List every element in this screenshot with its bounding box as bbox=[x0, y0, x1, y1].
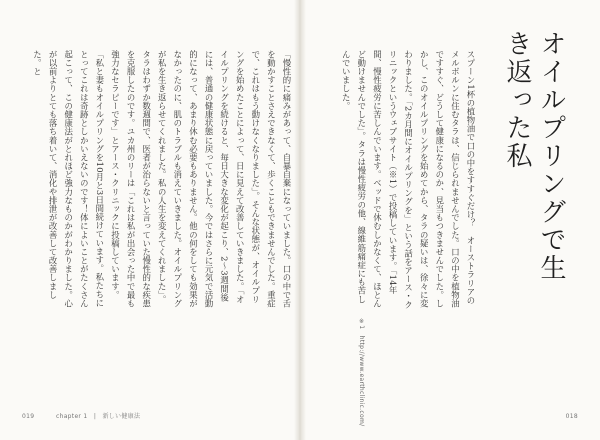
gutter-shadow bbox=[294, 0, 306, 440]
page-number-right: 018 bbox=[565, 413, 578, 420]
right-page-body: スプーン1杯の植物油で口の中をすすぐだけ？ オーストラリアのメルボルンに住むタラは、信じられませんでした。口の中を植物油ですすぐ、どうして健康になるのか、見当もつきませんでした。しかし、このオイルプリングを始めてから、タラの疑いは、徐々に変わりました。「2カ月間にオイルプリングを」という話をアース・クリニックというウェブサイト（※1）で投稿しています。「14年間、慢性疲労に苦しんでいます。ベッドで休むしかなくて、ほとんど動けませんでした」。タラは慢性疲労の他、線維筋痛症にも苦しんでいました。 bbox=[341, 50, 476, 310]
left-page-body: 「慢性的に痛みがあって、自暴自棄になっていました。口の中で舌を動かすことさえできなくて、歩くこともできませんでした。重症で、これはもう動けなくなりました」。そんな状態が、オイルプリングを始めたことによって、日に見えて改善していきました。「オイルプリングを続けると、毎日大きな変化が起こり、2〜3週間後には、普通の健康状態に戻っていました。今ではさらに元気で活動的になって、あまり休む必要もありません。他の何をしても効果がなかったのに、肌のトラブルも消えていきました。オイルプリングが私を生き返らせてくれました。私の人生を変えてくれました」。タラはわずか数週間で、医者が治らないと言っていた慢性的な疾患を克服したのです。ユカ州のリーは「これは私が出会った中で最も強力なセラピーです」とアース・クリニックに投稿しています。「私と妻もオイルプリングを10月と3日間続けています。私たちにとってこれは奇跡としかいえないのです！体によいことがたくさん起こって、この健康法がとれほど強力なものかがわかりました。心が以前よりとても落ち着いて、消化や排泄が改善して改善しました。と bbox=[32, 50, 292, 308]
running-head: chapter 1 | 新しい健康法 bbox=[56, 413, 141, 420]
page-number-left: 019 bbox=[22, 413, 35, 420]
chapter-heading: オイルプリングで生き返った私 bbox=[502, 30, 566, 282]
footnote-url: ※1 http://www.earthclinic.com/ bbox=[358, 318, 365, 427]
